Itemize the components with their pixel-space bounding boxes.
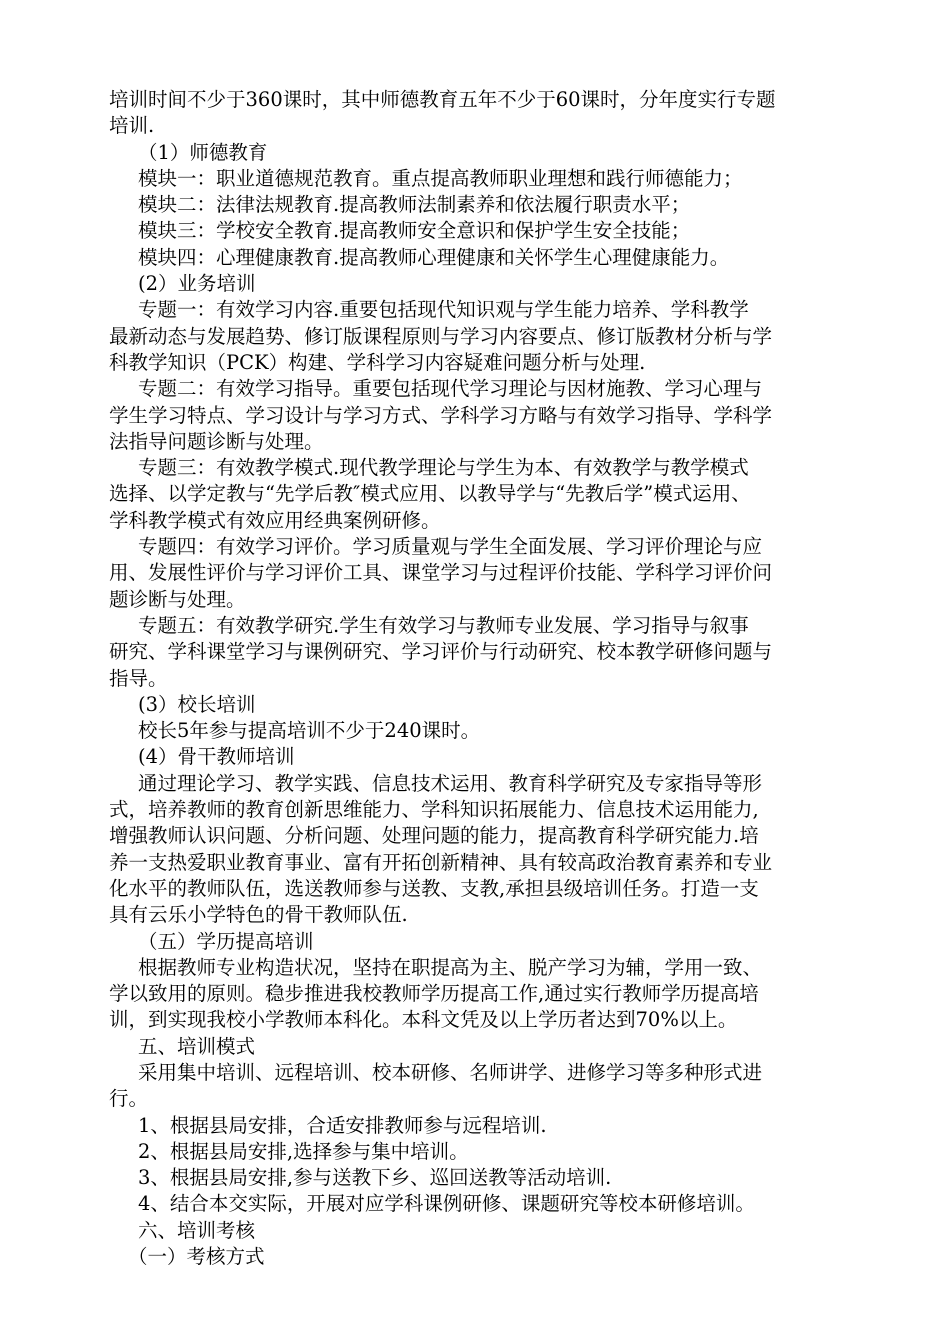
text-line: 法指导问题诊断与处理。: [109, 429, 324, 453]
text-line: （1）师德教育: [138, 140, 268, 164]
text-line: 具有云乐小学特色的骨干教师队伍.: [109, 903, 408, 927]
text-line: 专题一：有效学习内容.重要包括现代知识观与学生能力培养、学科教学: [138, 298, 749, 322]
text-line: 学科教学模式有效应用经典案例研修。: [109, 508, 441, 532]
text-line: 专题五：有效教学研究.学生有效学习与教师专业发展、学习指导与叙事: [138, 613, 749, 637]
text-line: 培训时间不少于360课时，其中师德教育五年不少于60课时，分年度实行专题: [109, 88, 776, 111]
text-line: 专题四：有效学习评价。学习质量观与学生全面发展、学习评价理论与应: [138, 535, 763, 559]
text-line: 模块一：职业道德规范教育。重点提高教师职业理想和践行师德能力；: [138, 166, 743, 190]
text-line: 学生学习特点、学习设计与学习方式、学科学习方略与有效学习指导、学科学: [109, 403, 773, 427]
text-line: 选择、以学定教与“先学后教″模式应用、以教导学与“先教后学”模式运用、: [109, 482, 751, 506]
text-line: 化水平的教师队伍，选送教师参与送教、支教,承担县级培训任务。打造一支: [109, 876, 759, 900]
text-line: 模块三：学校安全教育.提高教师安全意识和保护学生安全技能；: [138, 219, 691, 243]
text-line: 用、发展性评价与学习评价工具、课堂学习与过程评价技能、学科学习评价问: [109, 561, 773, 585]
text-line: 通过理论学习、教学实践、信息技术运用、教育科学研究及专家指导等形: [138, 771, 763, 795]
text-line: 最新动态与发展趋势、修订版课程原则与学习内容要点、修订版教材分析与学: [109, 324, 773, 348]
text-line: (2）业务培训: [138, 272, 256, 296]
text-line: 研究、学科课堂学习与课例研究、学习评价与行动研究、校本教学研修问题与: [109, 640, 773, 664]
text-line: 模块二：法律法规教育.提高教师法制素养和依法履行职责水平；: [138, 193, 691, 217]
text-line: 校长5年参与提高培训不少于240课时。: [138, 719, 481, 743]
text-line: 专题三：有效教学模式.现代教学理论与学生为本、有效教学与教学模式: [138, 456, 749, 480]
text-line: 指导。: [109, 666, 168, 690]
text-line: （一）考核方式: [128, 1245, 265, 1269]
text-line: 六、培训考核: [138, 1218, 256, 1242]
text-line: 五、培训模式: [138, 1034, 256, 1058]
text-line: 根据教师专业构造状况，坚持在职提高为主、脱产学习为辅，学用一致、: [138, 955, 763, 979]
text-line: (4）骨干教师培训: [138, 745, 295, 769]
text-line: 训，到实现我校小学教师本科化。本科文凭及以上学历者达到70%以上。: [109, 1008, 738, 1032]
text-line: 3、根据县局安排,参与送教下乡、巡回送教等活动培训.: [138, 1166, 612, 1190]
text-line: 学以致用的原则。稳步推进我校教师学历提高工作,通过实行教师学历提高培: [109, 982, 759, 1006]
text-line: 培训.: [109, 114, 155, 138]
text-line: 式，培养教师的教育创新思维能力、学科知识拓展能力、信息技术运用能力,: [109, 798, 759, 822]
text-line: (3）校长培训: [138, 692, 256, 716]
text-line: 4、结合本交实际，开展对应学科课例研修、课题研究等校本研修培训。: [138, 1192, 755, 1216]
text-line: 养一支热爱职业教育事业、富有开拓创新精神、具有较高政治教育素养和专业: [109, 850, 773, 874]
text-line: 采用集中培训、远程培训、校本研修、名师讲学、进修学习等多种形式进: [138, 1060, 763, 1084]
text-line: 增强教师认识问题、分析问题、处理问题的能力，提高教育科学研究能力.培: [109, 824, 759, 848]
text-line: （五）学历提高培训: [138, 929, 314, 953]
text-line: 1、根据县局安排，合适安排教师参与远程培训.: [138, 1113, 547, 1137]
text-line: 题诊断与处理。: [109, 587, 246, 611]
text-line: 专题二：有效学习指导。重要包括现代学习理论与因材施教、学习心理与: [138, 377, 763, 401]
text-line: 行。: [109, 1087, 149, 1111]
document-body: [109, 87, 857, 1270]
text-line: 模块四：心理健康教育.提高教师心理健康和关怀学生心理健康能力。: [138, 245, 730, 269]
text-line: 科教学知识（PCK）构建、学科学习内容疑难问题分析与处理.: [109, 350, 646, 374]
text-line: 2、根据县局安排,选择参与集中培训。: [138, 1139, 469, 1163]
